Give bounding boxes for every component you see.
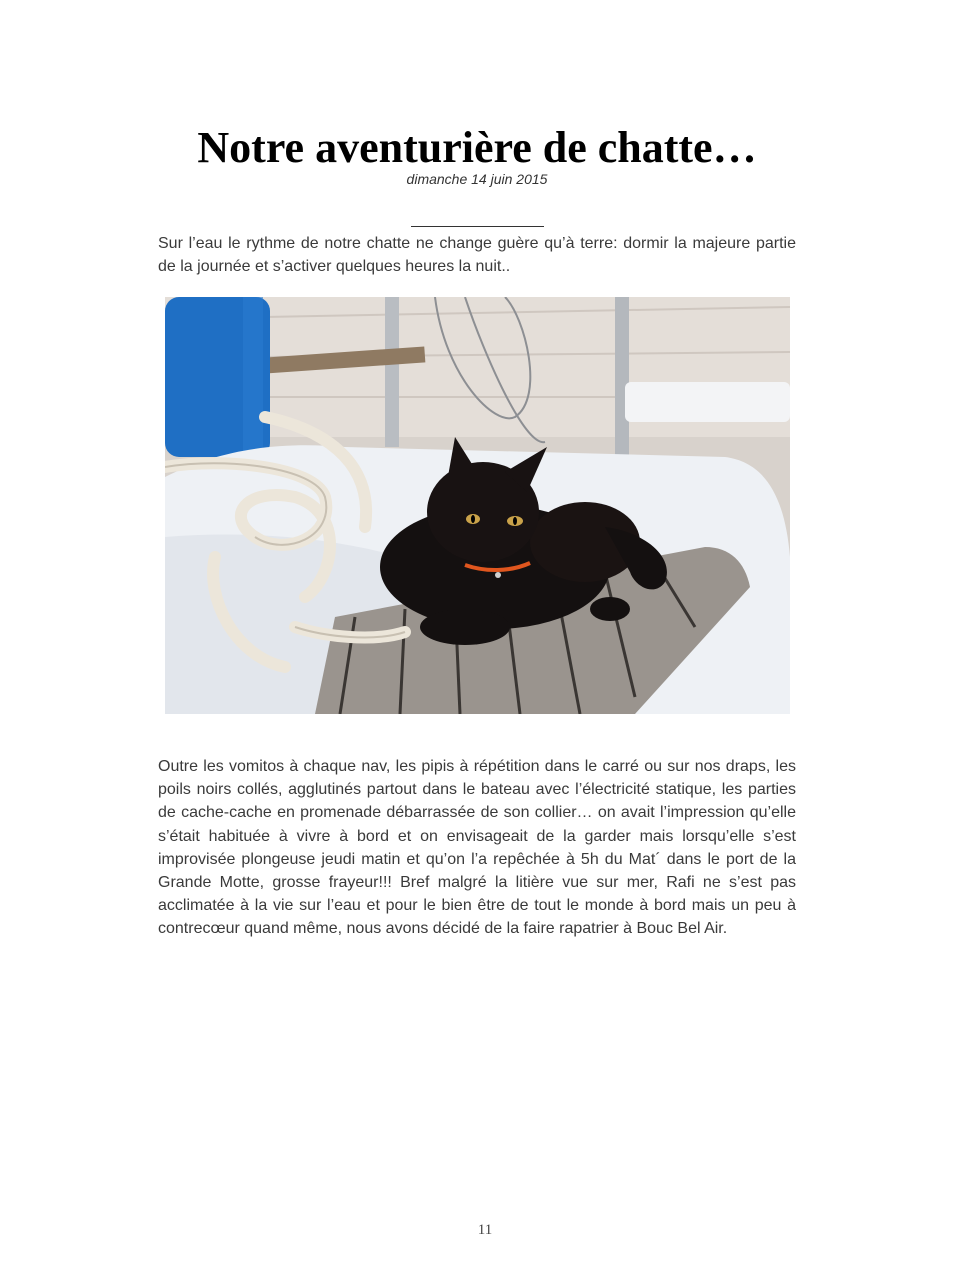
cat-on-boat-illustration [165, 297, 790, 714]
page-title: Notre aventurière de chatte… [197, 123, 757, 172]
separator-line [411, 226, 544, 227]
post-date: dimanche 14 juin 2015 [406, 171, 548, 187]
intro-paragraph: Sur l’eau le rythme de notre chatte ne change guère qu’à terre: dormir la majeure partie de la journée et s’activer quelques heures la nuit.. [158, 235, 796, 276]
story-paragraph: Outre les vomitos à chaque nav, les pipis à répétition dans le carré ou sur nos draps, les poils noirs collés, agglutinés partout dans le bateau avec l’électricité statique, les parties de cache-cache en promenade débarrassée de son collier… on avait l’impression qu’elle s’était habituée à vivre à bord et on envisageait de la garder mais lorsqu’elle s’est improvisée plongeuse jeudi matin et qu’on l’a repêchée à 5h du Mat´ dans le port de la Grande Motte, grosse frayeur!!! Bref malgré la litière vue sur mer, Rafi ne s’est pas acclimatée à la vie sur l’eau et pour le bien être de tout le monde à bord mais un peu à contrecœur quand même, nous avons décidé de la faire rapatrier à Bouc Bel Air. [158, 758, 796, 938]
cat-photo [165, 297, 790, 714]
page-number: 11 [477, 1222, 493, 1238]
